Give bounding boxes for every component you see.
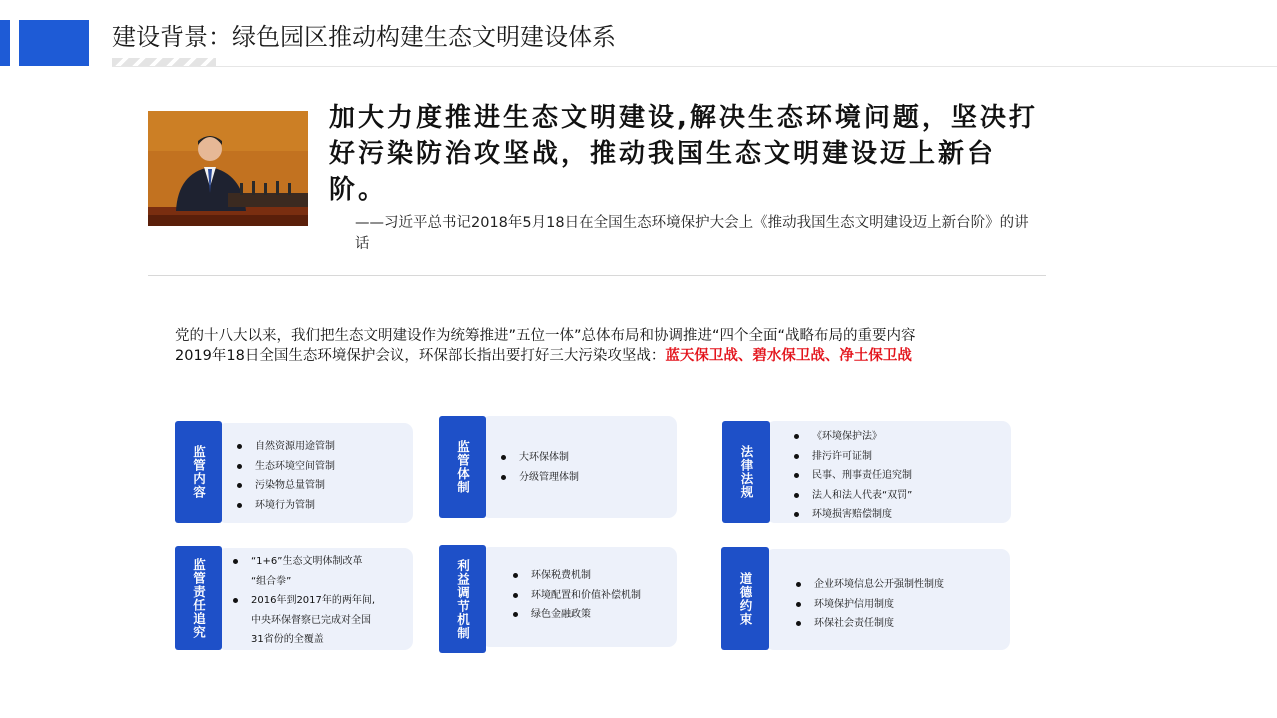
- intro-line-2-text: 2019年18日全国生态环境保护会议，环保部长指出要打好三大污染攻坚战：: [175, 348, 666, 364]
- list-item: 分级管理体制: [499, 468, 579, 488]
- card-tag: [439, 545, 486, 653]
- header-rule: [112, 66, 1277, 67]
- speaker-photo-illustration: [148, 111, 308, 226]
- card-tag: [175, 421, 222, 523]
- card-accountability: [175, 546, 413, 650]
- card-laws-regulations: [722, 421, 1011, 523]
- intro-paragraph: [175, 326, 1075, 366]
- list-item: 企业环境信息公开强制性制度: [794, 575, 944, 595]
- card-supervision-content: [175, 421, 413, 523]
- card-list: [794, 575, 944, 634]
- card-supervision-system: [439, 416, 677, 518]
- list-item: 绿色金融政策: [511, 605, 641, 625]
- list-item: 排污许可证制: [792, 447, 912, 467]
- list-item: 环境保护信用制度: [794, 595, 944, 615]
- card-tag-label: 利益调节机制: [455, 558, 471, 640]
- list-item: 民事、刑事责任追究制: [792, 466, 912, 486]
- battles-highlight: 蓝天保卫战、碧水保卫战、净土保卫战: [665, 348, 912, 364]
- card-moral-constraint: [721, 547, 1010, 650]
- header-accent-bar: [0, 20, 10, 66]
- speaker-photo: [148, 111, 308, 226]
- card-tag: [175, 546, 222, 650]
- list-item-continuation: “组合拳”: [251, 575, 292, 587]
- intro-line-2: [175, 346, 1075, 366]
- card-tag-label: 监管内容: [191, 445, 207, 499]
- list-item: 污染物总量管制: [235, 476, 335, 496]
- card-tag-label: 监管责任追究: [191, 557, 207, 639]
- list-item: 大环保体制: [499, 448, 579, 468]
- list-item: 自然资源用途管制: [235, 437, 335, 457]
- list-item: 法人和法人代表“双罚”: [792, 486, 912, 506]
- header-accent-block: [19, 20, 89, 66]
- list-item: 生态环境空间管制: [235, 457, 335, 477]
- page-title: 建设背景：绿色园区推动构建生态文明建设体系: [112, 23, 616, 51]
- card-interest-regulation: [439, 545, 677, 653]
- list-item: 环保税费机制: [511, 566, 641, 586]
- card-list: [511, 566, 641, 625]
- card-tag-label: 法律法规: [739, 445, 754, 499]
- card-tag: [721, 547, 769, 650]
- card-tag: [439, 416, 486, 518]
- list-item: “1+6”生态文明体制改革: [231, 552, 375, 572]
- list-item: 2016年到2017年的两年间,: [231, 591, 375, 611]
- list-item: 环境行为管制: [235, 496, 335, 516]
- card-list: [792, 427, 912, 525]
- list-item-continuation: 31省份的全覆盖: [251, 634, 324, 645]
- list-item: 《环境保护法》: [792, 427, 912, 447]
- card-tag-label: 道德约束: [738, 571, 753, 626]
- card-list: [499, 448, 579, 487]
- card-tag-label: 监管体制: [455, 440, 471, 494]
- card-tag: [722, 421, 770, 523]
- intro-line-1: 党的十八大以来，我们把生态文明建设作为统筹推进”五位一体”总体布局和协调推进“四个全面“战略布局的重要内容: [175, 328, 916, 344]
- list-item: 环境配置和价值补偿机制: [511, 586, 641, 606]
- list-item-continuation: 中央环保督察已完成对全国: [251, 614, 371, 626]
- section-divider: [148, 275, 1046, 276]
- card-list: [231, 552, 375, 650]
- list-item: 环境损害赔偿制度: [792, 505, 912, 525]
- card-list: [235, 437, 335, 515]
- quote-text: 加大力度推进生态文明建设,解决生态环境问题，坚决打好污染防治攻坚战，推动我国生态文明建设迈上新台阶。: [329, 103, 1038, 205]
- list-item: 环保社会责任制度: [794, 614, 944, 634]
- quote-source: ——习近平总书记2018年5月18日在全国生态环境保护大会上《推动我国生态文明建设迈上新台阶》的讲话: [355, 215, 1029, 252]
